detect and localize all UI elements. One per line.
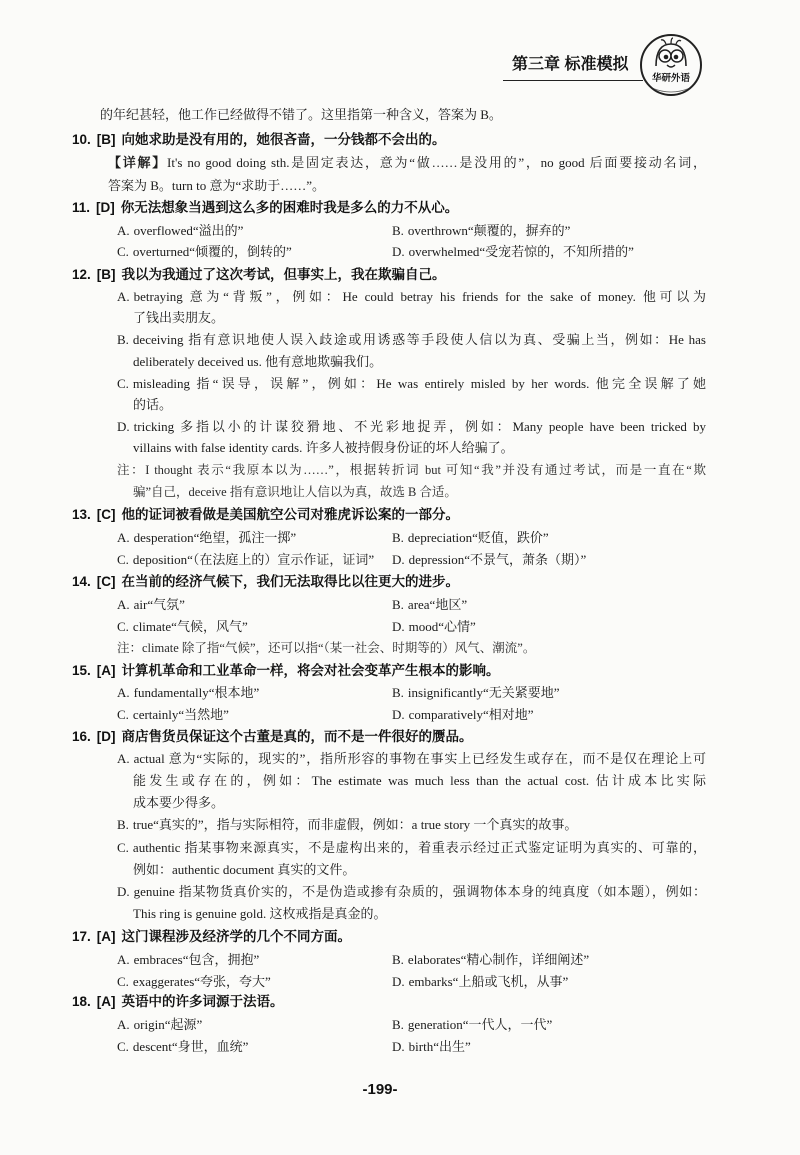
- option-label: D.: [392, 244, 405, 259]
- answer-key: [C]: [96, 574, 116, 589]
- option-label: D.: [392, 619, 405, 634]
- option-label: A.: [117, 751, 130, 766]
- option-text: birth“出生”: [408, 1039, 471, 1054]
- option-d: [392, 550, 586, 570]
- option-c: [117, 374, 706, 394]
- option-c: [117, 1037, 248, 1057]
- option-b: [392, 595, 467, 615]
- question-number: 17.: [72, 929, 91, 944]
- option-text: certainly“当然地”: [132, 707, 229, 722]
- option-text: insignificantly“无关紧要地”: [407, 685, 560, 700]
- option-c: [117, 972, 271, 992]
- question-stem: 英语中的许多词源于法语。: [121, 994, 284, 1009]
- option-text: depreciation“贬值，跌价”: [407, 530, 549, 545]
- option-label: D.: [392, 974, 405, 989]
- option-b: [392, 950, 589, 970]
- option-label: B.: [392, 685, 404, 700]
- option-label: C.: [117, 376, 129, 391]
- option-d: [117, 417, 706, 437]
- option-c-continued: 的话。: [133, 397, 173, 412]
- question-number: 16.: [72, 729, 91, 744]
- question-number: 11.: [72, 200, 91, 215]
- option-text: generation“一代人，一代”: [407, 1017, 553, 1032]
- option-text: mood“心情”: [408, 619, 476, 634]
- option-a: [117, 221, 243, 241]
- option-label: C.: [117, 244, 129, 259]
- option-c: [117, 550, 374, 570]
- answer-key: [D]: [96, 200, 115, 215]
- chapter-title: 第三章 标准模拟: [512, 56, 629, 73]
- option-c: [117, 705, 229, 725]
- option-text: fundamentally“根本地”: [133, 685, 260, 700]
- page-number: -199-: [362, 1081, 398, 1098]
- question-stem: 商店售货员保证这个古董是真的，而不是一件很好的赝品。: [121, 729, 473, 744]
- logo-text: 华研外语: [651, 73, 690, 84]
- option-b: [392, 683, 560, 703]
- chapter-header: [503, 50, 643, 81]
- option-text: desperation“绝望，孤注一掷”: [133, 530, 297, 545]
- question-heading: [72, 727, 473, 747]
- mascot-face-icon: [642, 36, 700, 94]
- answer-key: [A]: [96, 663, 116, 678]
- option-text: area“地区”: [407, 597, 468, 612]
- option-d: [392, 705, 534, 725]
- option-text: air“气氛”: [133, 597, 185, 612]
- option-label: C.: [117, 619, 129, 634]
- option-a-continued: 成本要少得多。: [133, 795, 225, 810]
- question-heading: [72, 505, 459, 525]
- option-label: A.: [117, 223, 130, 238]
- option-text: deceiving 指有意识地使人误入歧途或用诱惑等手段使人信以为真、受骗上当，例如：He has: [132, 332, 706, 347]
- question-number: 18.: [72, 994, 91, 1009]
- question-stem: 他的证词被看做是美国航空公司对雅虎诉讼案的一部分。: [121, 507, 460, 522]
- question-stem: 我以为我通过了这次考试，但事实上，我在欺骗自己。: [121, 267, 446, 282]
- option-a: [117, 950, 259, 970]
- question-heading: [72, 265, 446, 285]
- option-label: B.: [392, 530, 404, 545]
- option-label: B.: [392, 952, 404, 967]
- answer-key: [A]: [96, 994, 116, 1009]
- option-text: betraying 意为“背叛”，例如：He could betray his friends for the sake of money. 他可以为: [133, 289, 706, 304]
- option-label: D.: [117, 884, 130, 899]
- question-number: 15.: [72, 663, 91, 678]
- option-d-continued: villains with false identity cards. 许多人被持假身份证的坏人给骗了。: [133, 440, 514, 455]
- note-line: 骗”自己，deceive 指有意识地让人信以为真，故选 B 合适。: [133, 485, 457, 499]
- option-label: B.: [117, 332, 129, 347]
- question-heading: [72, 927, 351, 947]
- option-text: elaborates“精心制作，详细阐述”: [407, 952, 590, 967]
- explanation-text: It's no good doing sth.是固定表达，意为“做……是没用的”，no good 后面要接动名词，: [167, 155, 706, 170]
- option-a: [117, 595, 185, 615]
- option-a: [117, 528, 296, 548]
- option-label: D.: [392, 707, 405, 722]
- option-d: [392, 972, 568, 992]
- option-label: C.: [117, 840, 129, 855]
- note-line: 注：I thought 表示“我原本以为……”，根据转折词 but 可知“我”并没有通过考试，而是一直在“欺: [117, 463, 706, 477]
- option-label: D.: [392, 1039, 405, 1054]
- option-label: D.: [117, 419, 130, 434]
- question-stem: 你无法想象当遇到这么多的困难时我是多么的力不从心。: [120, 200, 459, 215]
- option-text: authentic 指某事物来源真实，不是虚构出来的，着重表示经过正式鉴定证明为真实的、可靠的，: [132, 840, 706, 855]
- answer-key: [B]: [96, 267, 116, 282]
- option-label: A.: [117, 530, 130, 545]
- question-number: 10.: [72, 132, 91, 147]
- option-text: overthrown“颠覆的，摒弃的”: [407, 223, 571, 238]
- question-stem: 向她求助是没有用的，她很吝啬，一分钱都不会出的。: [121, 132, 446, 147]
- option-label: A.: [117, 685, 130, 700]
- option-label: B.: [392, 223, 404, 238]
- option-d: [392, 1037, 471, 1057]
- explanation-line: 答案为 B。turn to 意为“求助于……”。: [108, 178, 326, 193]
- option-d-continued: This ring is genuine gold. 这枚戒指是真金的。: [133, 906, 387, 921]
- question-heading: [72, 198, 458, 218]
- question-heading: [72, 992, 284, 1012]
- publisher-logo: [640, 34, 702, 96]
- option-text: misleading 指“误导，误解”，例如：He was entirely misled by her words. 他完全误解了她: [132, 376, 706, 391]
- option-text: embraces“包含，拥抱”: [133, 952, 260, 967]
- continuation-text: 的年纪甚轻，他工作已经做得不错了。这里指第一种含义，答案为 B。: [100, 107, 502, 122]
- option-label: D.: [392, 552, 405, 567]
- option-label: B.: [392, 597, 404, 612]
- option-label: C.: [117, 552, 129, 567]
- option-label: C.: [117, 974, 129, 989]
- option-c: [117, 617, 248, 637]
- option-label: A.: [117, 1017, 130, 1032]
- option-text: embarks“上船或飞机，从事”: [408, 974, 569, 989]
- option-label: A.: [117, 952, 130, 967]
- question-heading: [72, 661, 500, 681]
- answer-key: [C]: [96, 507, 116, 522]
- option-text: origin“起源”: [133, 1017, 203, 1032]
- question-stem: 计算机革命和工业革命一样，将会对社会变革产生根本的影响。: [121, 663, 500, 678]
- option-b-continued: deliberately deceived us. 他有意地欺骗我们。: [133, 354, 383, 369]
- option-text: deposition“（在法庭上的）宣示作证，证词”: [132, 552, 375, 567]
- option-b: [392, 528, 549, 548]
- option-label: B.: [392, 1017, 404, 1032]
- question-stem: 这门课程涉及经济学的几个不同方面。: [121, 929, 352, 944]
- option-a-continued: 能发生或存在的，例如：The estimate was much less than the actual cost. 估计成本比实际: [133, 773, 706, 788]
- option-d: [392, 617, 476, 637]
- explanation-label: 【详解】: [108, 155, 168, 170]
- option-text: true“真实的”，指与实际相符，而非虚假，例如：a true story 一个真实的故事。: [132, 817, 578, 832]
- option-d: [117, 882, 706, 902]
- question-number: 13.: [72, 507, 91, 522]
- option-b: [392, 1015, 552, 1035]
- option-text: overturned“倾覆的，倒转的”: [132, 244, 292, 259]
- option-b: [117, 815, 577, 835]
- question-heading: [72, 572, 459, 592]
- option-text: depression“不景气，萧条（期）”: [408, 552, 587, 567]
- option-label: C.: [117, 1039, 129, 1054]
- option-text: overwhelmed“受宠若惊的，不知所措的”: [408, 244, 634, 259]
- option-b: [117, 330, 706, 350]
- option-a-continued: 了钱出卖朋友。: [133, 310, 225, 325]
- option-c: [117, 242, 292, 262]
- answer-key: [D]: [96, 729, 116, 744]
- option-label: A.: [117, 289, 130, 304]
- option-text: comparatively“相对地”: [408, 707, 534, 722]
- option-label: C.: [117, 707, 129, 722]
- option-a: [117, 287, 706, 307]
- option-a: [117, 683, 259, 703]
- note-line: 注：climate 除了指“气候”，还可以指“（某一社会、时期等的）风气、潮流”。: [117, 641, 536, 655]
- answer-key: [A]: [96, 929, 116, 944]
- option-a: [117, 1015, 202, 1035]
- option-text: overflowed“溢出的”: [133, 223, 244, 238]
- question-stem: 在当前的经济气候下，我们无法取得比以往更大的进步。: [121, 574, 460, 589]
- option-text: climate“气候，风气”: [132, 619, 248, 634]
- option-a: [117, 749, 706, 769]
- option-c: [117, 838, 706, 858]
- question-number: 14.: [72, 574, 91, 589]
- option-b: [392, 221, 570, 241]
- answer-key: [B]: [96, 132, 116, 147]
- option-text: exaggerates“夸张，夸大”: [132, 974, 271, 989]
- option-d: [392, 242, 634, 262]
- option-text: descent“身世，血统”: [132, 1039, 249, 1054]
- option-text: actual 意为“实际的，现实的”，指所形容的事物在事实上已经发生或存在，而不是仅在理论上可: [133, 751, 706, 766]
- option-c-continued: 例如：authentic document 真实的文件。: [133, 862, 356, 877]
- question-heading: [72, 130, 446, 150]
- option-label: B.: [117, 817, 129, 832]
- option-label: A.: [117, 597, 130, 612]
- option-text: genuine 指某物货真价实的，不是伪造或掺有杂质的，强调物体本身的纯真度（如本题），例如：: [133, 884, 706, 899]
- question-number: 12.: [72, 267, 91, 282]
- option-text: tricking 多指以小的计谋狡猾地、不光彩地捉弄，例如：Many people have been tricked by: [133, 419, 706, 434]
- explanation-line: [108, 153, 706, 173]
